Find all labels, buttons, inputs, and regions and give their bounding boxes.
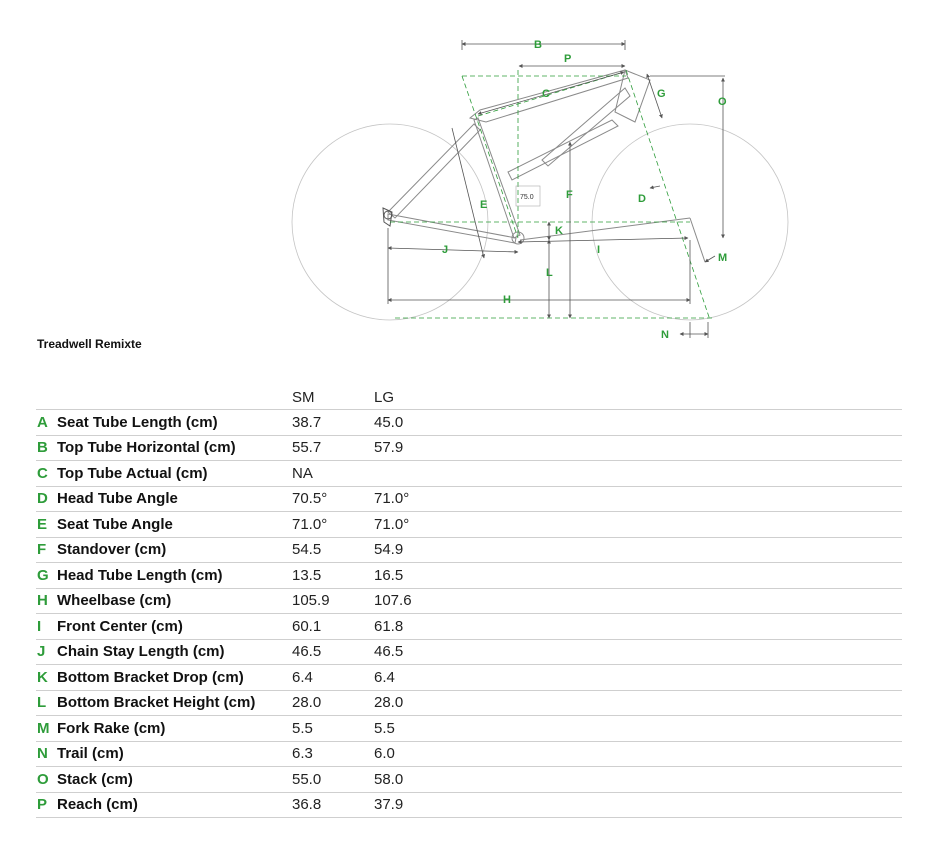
table-row — [36, 741, 902, 767]
table-row — [36, 435, 902, 461]
value-lg: 107.6 — [374, 588, 902, 614]
table-row — [36, 792, 902, 818]
parameter-name: Head Tube Length (cm) — [57, 563, 292, 589]
value-lg: 28.0 — [374, 690, 902, 716]
dimension-letter: H — [36, 588, 57, 614]
geometry-table — [36, 385, 902, 818]
value-lg: 6.4 — [374, 665, 902, 691]
dim-label-e: E — [480, 199, 488, 211]
value-lg: 61.8 — [374, 614, 902, 640]
header-spacer — [36, 385, 57, 410]
dim-label-i: I — [597, 244, 601, 256]
dimension-letter: E — [36, 512, 57, 538]
table-row — [36, 767, 902, 793]
table-row — [36, 588, 902, 614]
value-sm: 38.7 — [292, 410, 374, 436]
dimension-letter: M — [36, 716, 57, 742]
value-lg: 46.5 — [374, 639, 902, 665]
table-row — [36, 665, 902, 691]
header-spacer — [57, 385, 292, 410]
dimension-letter: B — [36, 435, 57, 461]
dim-label-p: P — [564, 53, 572, 65]
table-row — [36, 690, 902, 716]
value-sm: 54.5 — [292, 537, 374, 563]
dim-label-l: L — [546, 267, 553, 279]
dimension-letter: I — [36, 614, 57, 640]
parameter-name: Chain Stay Length (cm) — [57, 639, 292, 665]
parameter-name: Trail (cm) — [57, 741, 292, 767]
value-sm: 71.0° — [292, 512, 374, 538]
parameter-name: Front Center (cm) — [57, 614, 292, 640]
dimension-letter: L — [36, 690, 57, 716]
dimension-letter: J — [36, 639, 57, 665]
dim-label-o: O — [718, 96, 727, 108]
table-row — [36, 614, 902, 640]
parameter-name: Bottom Bracket Drop (cm) — [57, 665, 292, 691]
value-sm: 13.5 — [292, 563, 374, 589]
parameter-name: Seat Tube Angle — [57, 512, 292, 538]
table-row — [36, 461, 902, 487]
dimension-letter: A — [36, 410, 57, 436]
parameter-name: Stack (cm) — [57, 767, 292, 793]
parameter-name: Reach (cm) — [57, 792, 292, 818]
dimension-letter: O — [36, 767, 57, 793]
table-body — [36, 410, 902, 818]
value-lg: 16.5 — [374, 563, 902, 589]
header-size-sm: SM — [292, 388, 315, 406]
table-row — [36, 486, 902, 512]
dimension-letter: D — [36, 486, 57, 512]
dim-label-m: M — [718, 252, 728, 264]
parameter-name: Seat Tube Length (cm) — [57, 410, 292, 436]
table-row — [36, 512, 902, 538]
dimension-letter: P — [36, 792, 57, 818]
bike-geometry-diagram — [0, 0, 950, 345]
dim-label-k: K — [555, 225, 563, 237]
dim-label-g: G — [657, 88, 666, 100]
model-name: Treadwell Remixte — [37, 337, 142, 351]
value-lg: 58.0 — [374, 767, 902, 793]
value-lg: 71.0° — [374, 486, 902, 512]
parameter-name: Standover (cm) — [57, 537, 292, 563]
dimension-letter: N — [36, 741, 57, 767]
parameter-name: Top Tube Actual (cm) — [57, 461, 292, 487]
value-sm: NA — [292, 461, 374, 487]
table-row — [36, 716, 902, 742]
dim-label-h: H — [503, 294, 511, 306]
parameter-name: Bottom Bracket Height (cm) — [57, 690, 292, 716]
value-sm: 55.0 — [292, 767, 374, 793]
construction-lines — [390, 70, 712, 320]
value-sm: 28.0 — [292, 690, 374, 716]
parameter-name: Top Tube Horizontal (cm) — [57, 435, 292, 461]
value-lg: 37.9 — [374, 792, 902, 818]
dimension-letter: K — [36, 665, 57, 691]
value-sm: 46.5 — [292, 639, 374, 665]
dim-label-n: N — [661, 329, 669, 341]
dim-label-b: B — [534, 39, 542, 51]
header-size-lg: LG — [374, 388, 395, 406]
parameter-name: Fork Rake (cm) — [57, 716, 292, 742]
value-sm: 60.1 — [292, 614, 374, 640]
value-lg: 54.9 — [374, 537, 902, 563]
parameter-name: Wheelbase (cm) — [57, 588, 292, 614]
table-row — [36, 563, 902, 589]
value-sm: 5.5 — [292, 716, 374, 742]
value-lg: 71.0° — [374, 512, 902, 538]
dim-label-c: C — [542, 88, 550, 100]
table-header-row — [36, 385, 902, 410]
value-sm: 6.3 — [292, 741, 374, 767]
dimension-arrows — [388, 40, 728, 338]
dimension-letter: F — [36, 537, 57, 563]
table-row — [36, 639, 902, 665]
value-sm: 70.5° — [292, 486, 374, 512]
table-row — [36, 537, 902, 563]
parameter-name: Head Tube Angle — [57, 486, 292, 512]
value-sm: 36.8 — [292, 792, 374, 818]
dim-label-d: D — [638, 193, 646, 205]
value-lg: 45.0 — [374, 410, 902, 436]
value-sm: 6.4 — [292, 665, 374, 691]
value-lg: 6.0 — [374, 741, 902, 767]
value-lg: 5.5 — [374, 716, 902, 742]
value-sm: 55.7 — [292, 435, 374, 461]
dim-label-f: F — [566, 189, 573, 201]
seat-angle-text: 75.0 — [520, 194, 534, 201]
dim-label-j: J — [442, 244, 449, 256]
dimension-letter: C — [36, 461, 57, 487]
dimension-letter: G — [36, 563, 57, 589]
value-lg — [374, 461, 902, 487]
table-row — [36, 410, 902, 436]
value-sm: 105.9 — [292, 588, 374, 614]
value-lg: 57.9 — [374, 435, 902, 461]
